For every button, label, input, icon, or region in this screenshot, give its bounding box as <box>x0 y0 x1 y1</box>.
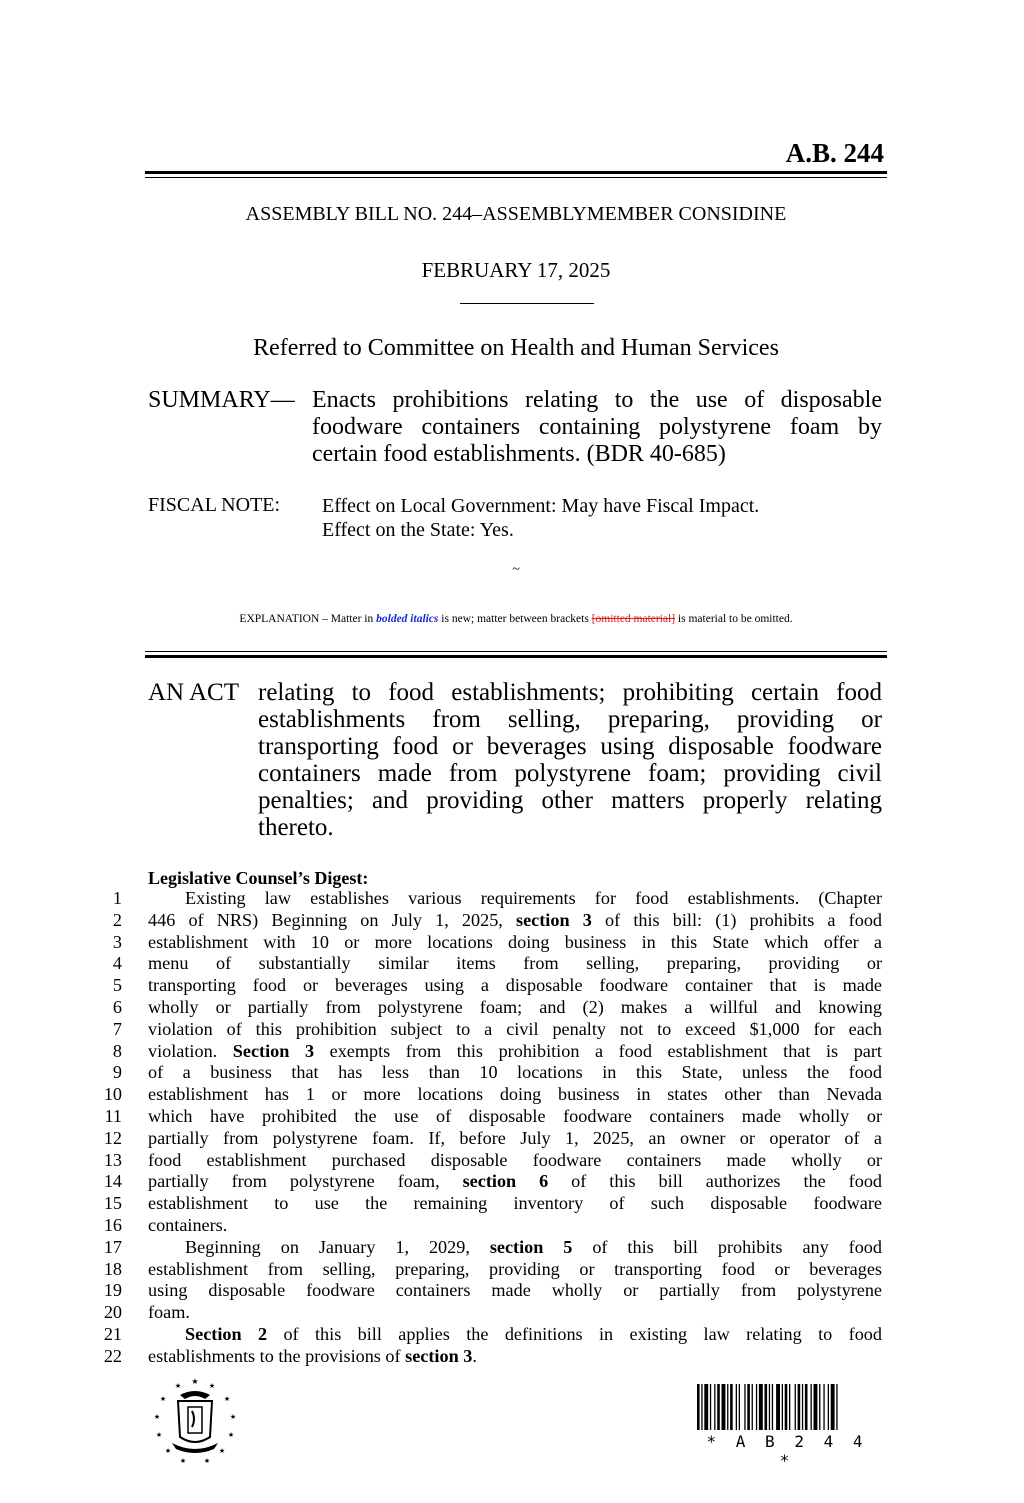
barcode-bar <box>769 1384 770 1430</box>
summary-label: SUMMARY— <box>148 387 295 413</box>
barcode-bar <box>782 1384 783 1430</box>
fiscal-note-local: Effect on Local Government: May have Fiscal Impact. <box>322 495 760 517</box>
line-number: 13 <box>103 1149 122 1170</box>
line-number: 15 <box>103 1193 122 1214</box>
digest-line <box>148 974 882 996</box>
digest-line <box>148 1040 882 1062</box>
barcode-bar <box>722 1384 726 1430</box>
digest-line-text: partially from polystyrene foam, <box>148 1171 463 1192</box>
barcode-bar <box>802 1384 803 1430</box>
digest-line-text: menu of substantially similar items from selling, preparing, providing or <box>148 953 882 974</box>
explanation-new-marker: bolded italics <box>376 613 439 625</box>
digest-line-text: exempts from this prohibition a food establishment that is part <box>314 1040 882 1061</box>
act-label: AN ACT <box>148 679 239 706</box>
digest-line <box>148 1301 882 1323</box>
digest-line-text: of this bill authorizes the food <box>548 1171 883 1192</box>
line-number: 17 <box>103 1236 122 1257</box>
digest-line <box>148 1323 882 1345</box>
digest-line <box>148 1149 882 1171</box>
svg-text:★: ★ <box>227 1431 235 1439</box>
barcode-bar <box>747 1384 750 1430</box>
svg-text:★: ★ <box>179 1457 187 1465</box>
bill-title: ASSEMBLY BILL NO. 244–ASSEMBLYMEMBER CONSIDINE <box>245 203 787 225</box>
barcode-bar <box>765 1384 768 1430</box>
line-number: 20 <box>103 1302 122 1323</box>
tilde-separator: ~ <box>512 562 520 577</box>
barcode-bar <box>828 1384 829 1430</box>
bill-date: FEBRUARY 17, 2025 <box>421 258 611 282</box>
explanation-note <box>145 613 887 625</box>
explanation-rule-thin <box>145 651 887 652</box>
digest-line <box>148 1192 882 1214</box>
fiscal-note-state: Effect on the State: Yes. <box>322 519 514 541</box>
digest-line <box>148 1061 882 1083</box>
svg-text:★: ★ <box>229 1413 237 1421</box>
digest-line <box>148 931 882 953</box>
barcode-bar <box>744 1384 745 1430</box>
barcode-bar <box>819 1384 820 1430</box>
svg-text:★: ★ <box>155 1431 163 1439</box>
barcode-bar <box>736 1384 737 1430</box>
header-rule-thin <box>145 177 887 178</box>
barcode-bar <box>704 1384 708 1430</box>
barcode-bar <box>717 1384 720 1430</box>
barcode-bar <box>739 1384 740 1430</box>
barcode-bar <box>730 1384 733 1430</box>
digest-line <box>148 996 882 1018</box>
digest-line-text: establishment has 1 or more locations doing business in states other than Nevada <box>148 1084 882 1105</box>
section-reference: section 5 <box>489 1236 573 1257</box>
digest-line-text: establishments to the provisions of <box>148 1345 406 1366</box>
barcode-bar <box>710 1384 711 1430</box>
line-number: 14 <box>103 1171 122 1192</box>
section-reference: section 3 <box>516 909 592 930</box>
digest-line-text: establishment with 10 or more locations doing business in this State which offer a <box>148 931 882 952</box>
barcode-bar <box>831 1384 835 1430</box>
line-number: 7 <box>112 1018 122 1039</box>
section-reference: section 3 <box>405 1345 473 1366</box>
svg-text:★: ★ <box>174 1382 182 1390</box>
digest-line <box>148 1083 882 1105</box>
fiscal-note-body <box>322 494 882 542</box>
line-number: 12 <box>103 1127 122 1148</box>
line-number: 18 <box>103 1258 122 1279</box>
line-number: 3 <box>112 931 122 952</box>
digest-line-text: 446 of NRS) Beginning on July 1, 2025, <box>148 909 517 930</box>
line-number: 2 <box>112 909 122 930</box>
svg-text:★: ★ <box>191 1377 199 1386</box>
section-reference: section 6 <box>462 1171 549 1192</box>
section-reference: Section 2 <box>185 1324 268 1344</box>
line-number: 21 <box>103 1324 122 1344</box>
digest-line-text: of this bill: (1) prohibits a food <box>591 909 883 930</box>
digest-line-text: violation of this prohibition subject to a civil penalty not to exceed $1,000 for each <box>148 1018 882 1039</box>
digest-line-text: using disposable foodware containers made wholly or partially from polystyrene <box>148 1280 882 1301</box>
barcode-bar <box>714 1384 715 1430</box>
digest-line-text: establishment to use the remaining inventory of such disposable foodware <box>148 1193 882 1214</box>
digest-line-text: violation. <box>148 1040 233 1061</box>
nevada-seal-icon <box>150 1375 240 1465</box>
svg-text:★: ★ <box>218 1447 226 1455</box>
barcode-bar <box>759 1384 763 1430</box>
svg-text:★: ★ <box>203 1457 211 1465</box>
digest-line <box>148 887 882 909</box>
line-number: 22 <box>103 1345 122 1366</box>
explanation-rule-thick <box>145 655 887 658</box>
digest-line-text: foam. <box>148 1302 190 1323</box>
barcode-bar <box>805 1384 808 1430</box>
explanation-middle: is new; matter between brackets <box>438 613 592 625</box>
barcode-bar <box>814 1384 818 1430</box>
barcode-bar <box>752 1384 753 1430</box>
digest-line <box>148 1105 882 1127</box>
barcode-bar <box>756 1384 757 1430</box>
barcode-bar <box>772 1384 773 1430</box>
line-number: 6 <box>112 997 122 1017</box>
digest-line <box>148 1127 882 1149</box>
digest-line <box>148 952 882 974</box>
barcode-bar <box>697 1384 700 1430</box>
digest-line <box>148 1345 882 1367</box>
svg-text:★: ★ <box>153 1413 161 1421</box>
digest-line-text: wholly or partially from polystyrene foam; and (2) makes a willful and knowing <box>148 997 882 1017</box>
barcode-bar <box>776 1384 780 1430</box>
digest-line <box>148 1018 882 1040</box>
digest-line-text: establishment from selling, preparing, providing or transporting food or beverages <box>148 1258 882 1279</box>
act-text: relating to food establishments; prohibiting certain food establishments from selling, preparing, providing or transporting food or beverages using disposable foodware containers made from polystyrene foam; providing civil penalties; and providing other matters properly relating thereto. <box>258 679 882 841</box>
line-number: 1 <box>112 888 122 908</box>
barcode-bar <box>795 1384 796 1430</box>
digest-line-text: Beginning on January 1, 2029, <box>185 1236 490 1257</box>
line-number: 11 <box>104 1106 122 1126</box>
section-reference: Section 3 <box>232 1040 315 1061</box>
barcode-bar <box>785 1384 788 1430</box>
barcode-bar <box>789 1384 790 1430</box>
digest-line <box>148 1258 882 1280</box>
bill-number: A.B. 244 <box>785 138 884 168</box>
line-number: 19 <box>103 1280 122 1301</box>
digest-line <box>148 909 882 931</box>
summary-text: Enacts prohibitions relating to the use of disposable foodware containers containing polystyrene foam by certain food establishments. (BDR 40-685) <box>312 387 882 467</box>
barcode-bar <box>823 1384 824 1430</box>
barcode-bar <box>836 1384 837 1430</box>
digest-line-text: of a business that has less than 10 locations in this State, unless the food <box>148 1062 882 1083</box>
explanation-prefix: EXPLANATION – Matter in <box>239 613 377 625</box>
barcode-bar <box>811 1384 812 1430</box>
digest-line-text: which have prohibited the use of disposable foodware containers made wholly or <box>148 1106 882 1126</box>
explanation-suffix: is material to be omitted. <box>675 613 793 625</box>
line-number: 5 <box>112 975 122 996</box>
barcode-icon <box>697 1384 877 1430</box>
barcode-label: * A B 2 4 4 * <box>706 1432 868 1470</box>
line-number: 9 <box>112 1062 122 1083</box>
line-number: 16 <box>103 1215 122 1235</box>
digest-line <box>148 1170 882 1192</box>
fiscal-note-label: FISCAL NOTE: <box>148 494 281 516</box>
digest-line-text: transporting food or beverages using a disposable foodware container that is made <box>148 975 882 996</box>
digest-line <box>148 1279 882 1301</box>
svg-text:★: ★ <box>208 1382 216 1390</box>
barcode-bar <box>701 1384 702 1430</box>
digest-line-text: of this bill prohibits any food <box>572 1236 882 1257</box>
date-divider <box>460 303 594 304</box>
barcode-bar <box>798 1384 801 1430</box>
barcode-bar <box>727 1384 728 1430</box>
line-number: 4 <box>112 953 122 974</box>
svg-text:★: ★ <box>159 1395 167 1403</box>
digest-line-text: . <box>472 1345 477 1366</box>
digest-line-text: containers. <box>148 1215 228 1235</box>
svg-text:★: ★ <box>223 1395 231 1403</box>
digest-line <box>148 1214 882 1236</box>
header-rule-thick <box>145 171 887 174</box>
explanation-omitted-marker: [omitted material] <box>591 613 676 625</box>
digest-line-text: of this bill applies the definitions in existing law relating to food <box>267 1324 882 1344</box>
digest-heading: Legislative Counsel’s Digest: <box>148 868 369 888</box>
digest-line-text: partially from polystyrene foam. If, before July 1, 2025, an owner or operator of a <box>148 1127 882 1148</box>
svg-text:★: ★ <box>164 1447 172 1455</box>
committee-referral: Referred to Committee on Health and Human Services <box>253 335 779 361</box>
digest-line <box>148 1236 882 1258</box>
line-number: 8 <box>112 1040 122 1061</box>
line-number: 10 <box>103 1084 122 1105</box>
digest-line-text: food establishment purchased disposable foodware containers made wholly or <box>148 1149 882 1170</box>
digest-line-text: Existing law establishes various requirements for food establishments. (Chapter <box>185 888 882 908</box>
